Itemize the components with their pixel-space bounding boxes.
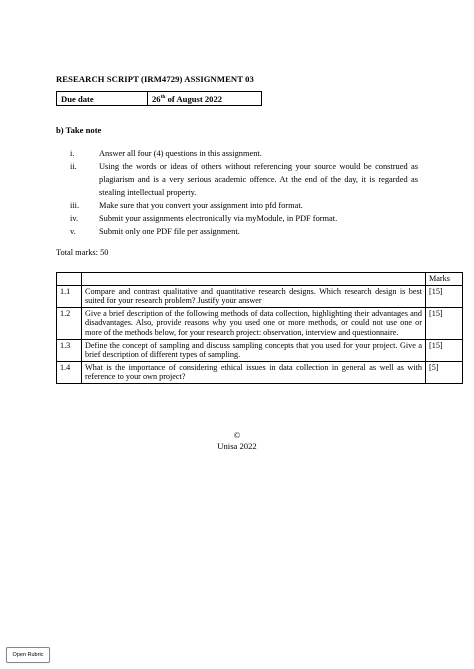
marks-header: Marks [426, 273, 463, 286]
question-marks: [15] [426, 285, 463, 307]
open-rubric-button[interactable]: Open Rubric [6, 647, 50, 663]
note-item [70, 199, 418, 212]
due-date-table [56, 91, 262, 106]
question-number: 1.3 [57, 339, 82, 361]
table-row [57, 307, 463, 339]
questions-table [56, 272, 463, 384]
take-note-heading: b) Take note [56, 125, 102, 135]
note-text: Answer all four (4) questions in this assignment. [99, 149, 262, 158]
note-number: v. [70, 227, 76, 236]
note-number: ii. [70, 162, 77, 171]
question-number: 1.4 [57, 361, 82, 383]
note-text: Using the words or ideas of others without referencing your source would be construed as plagiarism and is a very serious academic offence. At the end of the day, it is regarded as stealing intellectual property. [99, 162, 418, 197]
copyright-text: Unisa 2022 [217, 441, 257, 451]
copyright-symbol: © [233, 430, 241, 440]
note-item [70, 160, 418, 199]
note-number: iii. [70, 201, 80, 210]
notes-list [70, 147, 418, 238]
question-text: Compare and contrast qualitative and quantitative research designs. Which research design is best suited for your research problem? Justify your answer [82, 285, 426, 307]
question-text: What is the importance of considering ethical issues in data collection in general as well as with reference to your own project? [82, 361, 426, 383]
table-row [57, 285, 463, 307]
table-header-row [57, 273, 463, 286]
question-marks: [15] [426, 339, 463, 361]
due-date-value: 26th of August 2022 [148, 92, 262, 106]
due-date-label: Due date [57, 92, 148, 106]
note-item [70, 225, 418, 238]
document-title: RESEARCH SCRIPT (IRM4729) ASSIGNMENT 03 [56, 74, 254, 84]
question-text: Give a brief description of the following methods of data collection, highlighting their advantages and disadvantages. Also, provide reasons why you used one or more methods, or could not use one or more of the methods below, for your research project: observation, interview and questionnaire. [82, 307, 426, 339]
copyright-block [0, 430, 474, 452]
table-row [57, 361, 463, 383]
note-text: Submit your assignments electronically via myModule, in PDF format. [99, 214, 338, 223]
note-text: Make sure that you convert your assignment into pfd format. [99, 201, 303, 210]
question-number: 1.2 [57, 307, 82, 339]
note-text: Submit only one PDF file per assignment. [99, 227, 240, 236]
question-marks: [5] [426, 361, 463, 383]
note-number: i. [70, 149, 75, 158]
question-marks: [15] [426, 307, 463, 339]
note-number: iv. [70, 214, 79, 223]
question-number: 1.1 [57, 285, 82, 307]
note-item [70, 212, 418, 225]
question-text: Define the concept of sampling and discuss sampling concepts that you used for your project. Give a brief description of different types of sampling. [82, 339, 426, 361]
total-marks: Total marks: 50 [56, 248, 109, 257]
table-row [57, 339, 463, 361]
note-item [70, 147, 418, 160]
